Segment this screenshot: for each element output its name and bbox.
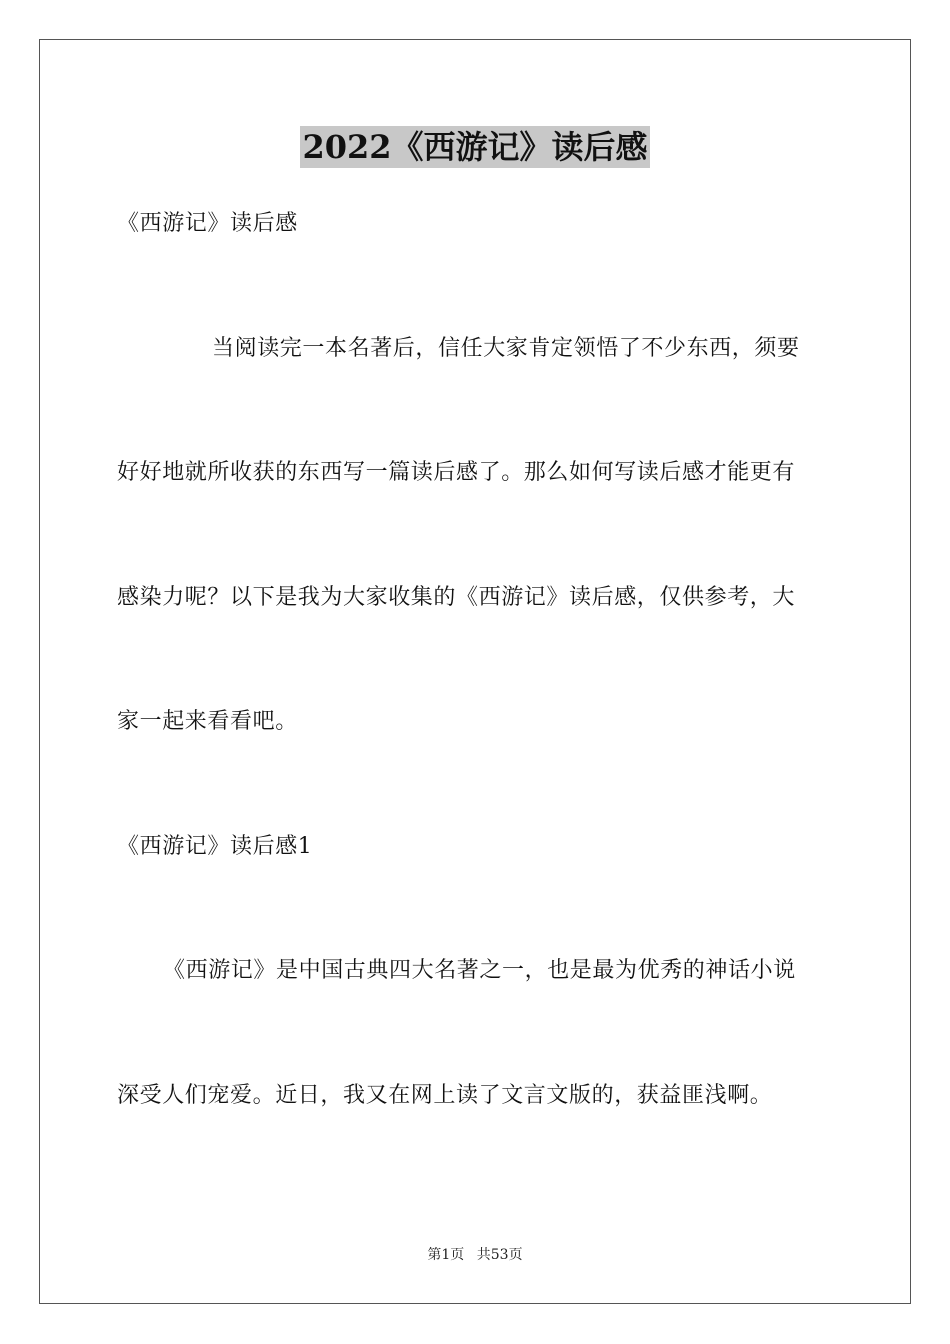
page-total: 共53页 — [476, 1247, 523, 1263]
intro-line-3: 感染力呢？以下是我为大家收集的《西游记》读后感，仅供参考，大 — [117, 585, 796, 610]
intro-line-4: 家一起来看看吧。 — [117, 709, 298, 734]
page-footer — [0, 1246, 950, 1264]
page-number: 第1页 — [427, 1247, 465, 1263]
section-line-1: 《西游记》是中国古典四大名著之一，也是最为优秀的神话小说 — [163, 958, 796, 983]
section-heading: 《西游记》读后感1 — [117, 834, 313, 859]
section-line-2: 深受人们宠爱。近日，我又在网上读了文言文版的，获益匪浅啊。 — [117, 1083, 773, 1108]
document-title: 2022《西游记》读后感 — [302, 128, 648, 166]
intro-line-2: 好好地就所收获的东西写一篇读后感了。那么如何写读后感才能更有 — [117, 460, 796, 485]
intro-line-1: 当阅读完一本名著后，信任大家肯定领悟了不少东西，须要 — [212, 336, 800, 361]
document-subtitle: 《西游记》读后感 — [117, 211, 298, 236]
title-container — [0, 126, 950, 168]
